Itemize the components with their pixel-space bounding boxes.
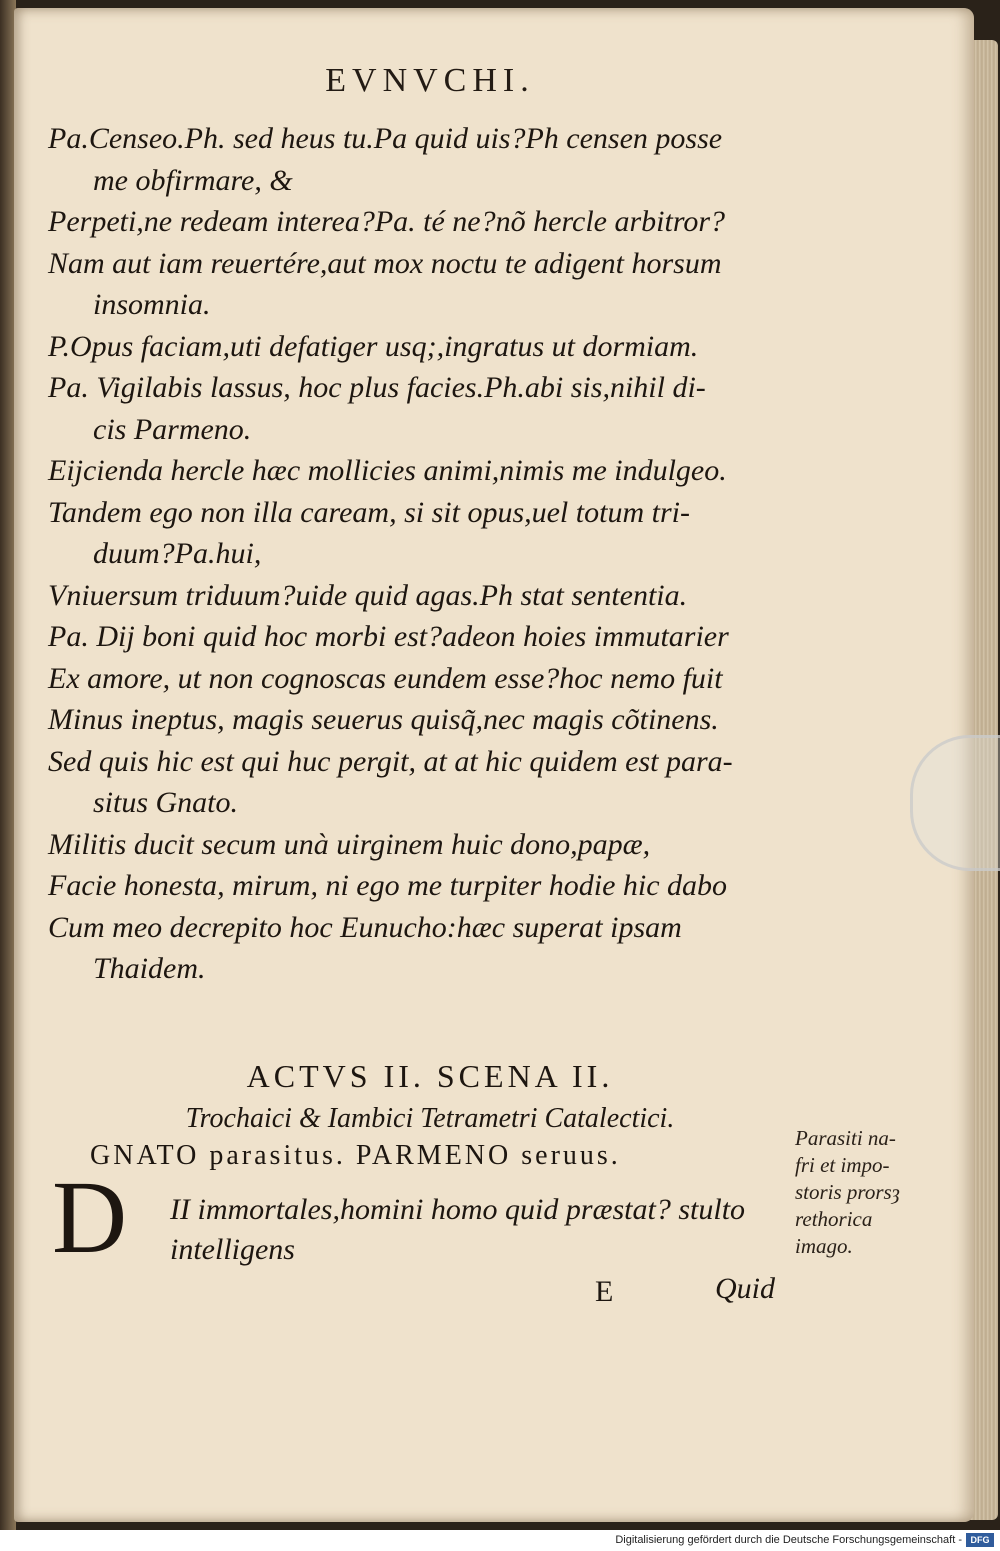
text-line: duum?Pa.hui, [93, 537, 262, 570]
text-line: P.Opus faciam,uti defatiger usq;,ingratus ut dormiam. [48, 329, 699, 363]
text-line: Thaidem. [93, 952, 206, 985]
text-line: situs Gnato. [93, 786, 239, 819]
text-line: Perpeti,ne redeam interea?Pa. té ne?nõ hercle arbitror? [48, 205, 726, 238]
margin-note-line: fri et impo- [795, 1153, 890, 1177]
running-head: EVNVCHI. [325, 62, 535, 99]
text-line: me obfirmare, & [93, 163, 293, 197]
text-line: Eijcienda hercle hæc mollicies animi,nimis me indulgeo. [48, 454, 727, 487]
margin-note-line: imago. [795, 1234, 853, 1258]
signature-mark: E [595, 1275, 614, 1308]
text-line: Pa.Censeo.Ph. sed heus tu.Pa quid uis?Ph censen posse [48, 122, 723, 155]
footer-bar [0, 1530, 1000, 1551]
text-line: Vniuersum triduum?uide quid agas.Ph stat sententia. [48, 578, 688, 612]
verse-block [48, 118, 788, 990]
margin-note-line: Parasiti na- [795, 1126, 896, 1150]
opening-line-2: intelligens [170, 1233, 295, 1266]
personae-line: GNATO parasitus. PARMENO seruus. [90, 1140, 621, 1171]
text-line: Cum meo decrepito hoc Eunucho:hæc superat ipsam [48, 910, 682, 944]
margin-note-line: rethorica [795, 1207, 873, 1231]
margin-note [795, 1125, 955, 1260]
text-line: Ex amore, ut non cognoscas eundem esse?hoc nemo fuit [48, 661, 723, 695]
text-line: Militis ducit secum unà uirginem huic dono,papæ, [48, 827, 651, 861]
margin-note-line: storis prorsȝ [795, 1180, 900, 1204]
text-line: Minus ineptus, magis seuerus quisq̃,nec magis cõtinens. [48, 703, 719, 736]
catchword: Quid [715, 1272, 775, 1305]
meter-line: Trochaici & Iambici Tetrametri Catalectici. [185, 1103, 675, 1134]
scene-title: ACTVS II. SCENA II. [246, 1058, 614, 1094]
scene-heading [150, 1055, 710, 1141]
text-line: Pa. Vigilabis lassus, hoc plus facies.Ph.abi sis,nihil di- [48, 371, 706, 404]
dfg-logo: DFG [966, 1533, 994, 1547]
text-line: Nam aut iam reuertére,aut mox noctu te adigent horsum [48, 246, 722, 280]
drop-capital: D [52, 1160, 128, 1275]
text-line: insomnia. [93, 288, 211, 321]
text-line: Sed quis hic est qui huc pergit, at at hic quidem est para- [48, 744, 733, 778]
opening-line-1: II immortales,homini homo quid præstat? stulto [170, 1193, 746, 1226]
text-line: Facie honesta, mirum, ni ego me turpiter hodie hic dabo [48, 869, 728, 902]
text-line: Pa. Dij boni quid hoc morbi est?adeon hoies immutarier [48, 620, 729, 653]
text-line: Tandem ego non illa caream, si sit opus,uel totum tri- [48, 495, 690, 529]
opening-lines [170, 1190, 790, 1270]
text-line: cis Parmeno. [93, 412, 252, 446]
footer-credit: Digitalisierung gefördert durch die Deutsche Forschungsgemeinschaft - [615, 1534, 962, 1546]
